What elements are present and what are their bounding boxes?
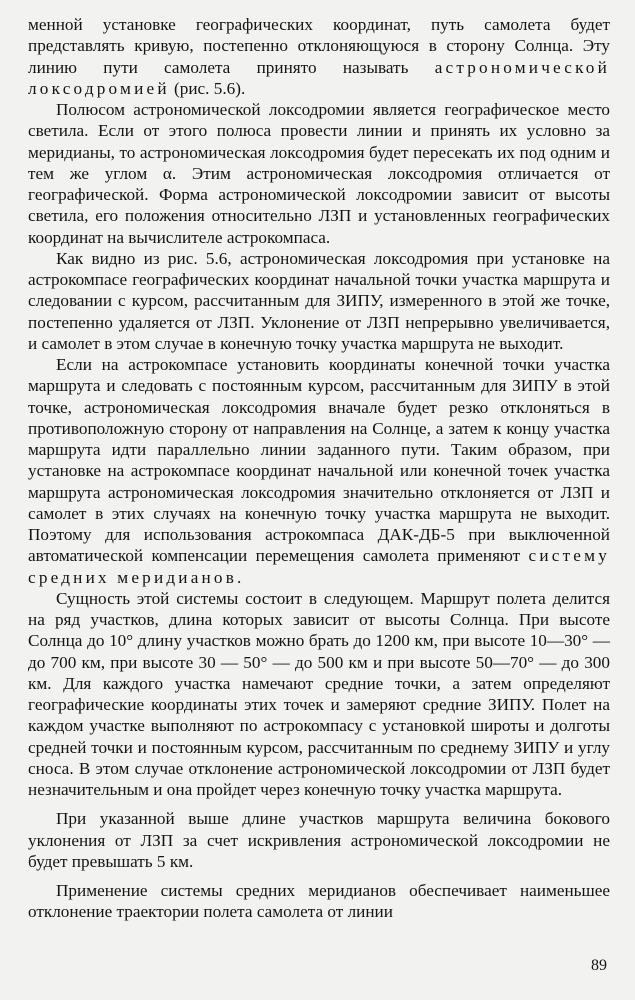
- paragraph-start-point: Как видно из рис. 5.6, астрономическая локсодромия при установке на астрокомпасе географических координат начальной точки участка маршрута и следовании с курсом, рассчитанным для ЗИПУ, измеренного в этой же точке, постепенно удаляется от ЛЗП. Уклонение от ЛЗП непрерывно увеличивается, и самолет в этом случае в конечную точку участка маршрута не выходит.: [28, 248, 610, 353]
- page-number: 89: [591, 957, 607, 974]
- term-astronomical-loxodrome: астрономической локсодромией: [28, 57, 610, 98]
- book-page: [28, 14, 610, 923]
- paragraph-continuation: менной установке географических координат, путь самолета будет представлять кривую, постепенно отклоняющуюся в сторону Солнца. Эту линию пути самолета принято называть астрономической локсодромией (рис. 5.6).: [28, 15, 610, 98]
- paragraph-end-point: Если на астрокомпасе установить координаты конечной точки участка маршрута и следовать с постоянным курсом, рассчитанным для ЗИПУ в этой точке, астрономическая локсодромия вначале будет резко отклоняться в противоположную сторону от направления на Солнце, а затем к концу участка маршрута идти параллельно линии заданного пути. Таким образом, при установке на астрокомпасе координат начальной или конечной точек участка маршрута астрономическая локсодромия значительно отклоняется от ЛЗП и самолет в этих случаях на конечную точку участка маршрута не выходит. Поэтому для использования астрокомпаса ДАК-ДБ-5 при выключенной автоматической компенсации перемещения самолета применяют систему средних меридианов.: [28, 355, 610, 587]
- paragraph-application: Применение системы средних меридианов обеспечивает наименьшее отклонение траектории полета самолета от линии: [28, 881, 610, 922]
- paragraph-system-essence: Сущность этой системы состоит в следующем. Маршрут полета делится на ряд участков, длина которых зависит от высоты Солнца. При высоте Солнца до 10° длину участков можно брать до 1200 км, при высоте 10—30° — до 700 км, при высоте 30 — 50° — до 500 км и при высоте 50—70° — до 300 км. Для каждого участка намечают средние точки, а затем определяют географические координаты этих точек и замеряют средние ЗИПУ. Полет на каждом участке выполняют по астрокомпасу с установкой широты и долготы средней точки и постоянным курсом, рассчитанным по среднему ЗИПУ и углу сноса. В этом случае отклонение астрономической локсодромии от ЛЗП будет незначительным и она пройдет через конечную точку участка маршрута.: [28, 588, 610, 799]
- term-mean-meridians: систему средних меридианов: [28, 546, 610, 587]
- paragraph-deviation-limit: При указанной выше длине участков маршрута величина бокового уклонения от ЛЗП за счет искривления астрономической локсодромии не будет превышать 5 км.: [28, 809, 610, 871]
- paragraph-pole: Полюсом астрономической локсодромии является географическое место светила. Если от этого полюса провести линии и принять их условно за меридианы, то астрономическая локсодромия будет пересекать их под одним и тем же углом α. Этим астрономическая локсодромия отличается от географической. Форма астрономической локсодромии зависит от высоты светила, его положения относительно ЛЗП и установленных географических координат на вычислителе астрокомпаса.: [28, 100, 610, 247]
